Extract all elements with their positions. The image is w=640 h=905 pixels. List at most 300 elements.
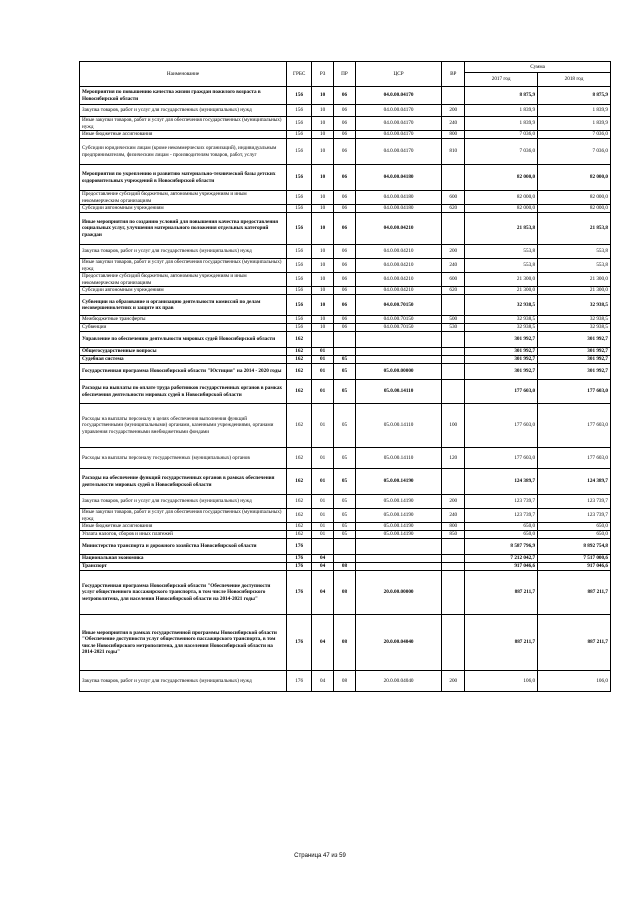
row-sum-2017: 8 875,9 <box>465 87 538 105</box>
row-csr <box>355 539 441 555</box>
row-pr: 05 <box>334 469 356 495</box>
row-vr <box>442 332 465 348</box>
row-csr: 04.0.00.04170 <box>355 87 441 105</box>
row-vr <box>442 356 465 364</box>
row-name: Закупка товаров, работ и услуг для государственных (муниципальных) нужд <box>80 671 287 692</box>
row-grbs: 156 <box>287 316 312 324</box>
row-pr <box>334 348 356 356</box>
row-sum-2017: 21 300,0 <box>465 287 538 295</box>
row-pr: 06 <box>334 105 356 117</box>
row-sum-2018: 917 046,6 <box>538 563 611 571</box>
table-row <box>80 295 611 316</box>
row-rz: 10 <box>312 165 334 191</box>
table-row <box>80 117 611 131</box>
row-grbs: 162 <box>287 380 312 404</box>
row-name: Иные бюджетные ассигнования <box>80 523 287 531</box>
row-rz: 04 <box>312 571 334 615</box>
row-vr: 120 <box>442 448 465 469</box>
row-grbs: 156 <box>287 245 312 259</box>
table-row <box>80 165 611 191</box>
row-csr: 04.0.00.70150 <box>355 324 441 332</box>
row-sum-2018: 301 992,7 <box>538 356 611 364</box>
table-row <box>80 356 611 364</box>
row-name: Расходы на выплаты по оплате труда работников государственных органов в рамках обеспечения деятельности мировых судей в Новосибирской области <box>80 380 287 404</box>
row-sum-2017: 301 992,7 <box>465 332 538 348</box>
row-grbs: 156 <box>287 165 312 191</box>
row-csr: 05.0.00.14110 <box>355 380 441 404</box>
row-vr: 240 <box>442 117 465 131</box>
row-pr: 06 <box>334 131 356 139</box>
row-csr <box>355 555 441 563</box>
table-header <box>80 62 611 87</box>
row-csr: 04.0.00.70150 <box>355 316 441 324</box>
row-sum-2017: 82 000,0 <box>465 205 538 213</box>
header-grbs: ГРБС <box>287 62 312 87</box>
row-sum-2018: 301 992,7 <box>538 332 611 348</box>
row-grbs: 162 <box>287 523 312 531</box>
row-grbs: 156 <box>287 191 312 205</box>
row-name: Мероприятия по укреплению и развитию материально-технической базы детских оздоровительных учреждений в Новосибирской области <box>80 165 287 191</box>
row-vr: 200 <box>442 105 465 117</box>
row-rz <box>312 539 334 555</box>
row-sum-2018: 887 211,7 <box>538 615 611 671</box>
row-sum-2018: 7 517 000,6 <box>538 555 611 563</box>
row-csr <box>355 563 441 571</box>
row-csr: 05.0.00.14110 <box>355 448 441 469</box>
row-sum-2017: 177 603,0 <box>465 380 538 404</box>
row-sum-2017: 123 739,7 <box>465 495 538 509</box>
header-pr: ПР <box>334 62 356 87</box>
row-rz: 10 <box>312 131 334 139</box>
row-sum-2017: 32 938,5 <box>465 324 538 332</box>
row-vr: 200 <box>442 495 465 509</box>
row-sum-2018: 21 300,0 <box>538 287 611 295</box>
table-row <box>80 245 611 259</box>
row-rz: 04 <box>312 563 334 571</box>
table-row <box>80 205 611 213</box>
row-vr: 600 <box>442 191 465 205</box>
row-pr <box>334 539 356 555</box>
table-row <box>80 469 611 495</box>
table-row <box>80 555 611 563</box>
row-csr: 04.0.00.04210 <box>355 259 441 273</box>
row-name: Иные закупки товаров, работ и услуг для обеспечения государственных (муниципальных) нужд <box>80 259 287 273</box>
row-pr: 06 <box>334 87 356 105</box>
row-sum-2017: 123 739,7 <box>465 509 538 523</box>
row-pr: 08 <box>334 563 356 571</box>
row-grbs: 156 <box>287 213 312 245</box>
table-row <box>80 615 611 671</box>
row-sum-2017: 7 036,0 <box>465 139 538 165</box>
row-name: Иные закупки товаров, работ и услуг для обеспечения государственных (муниципальных) нужд <box>80 117 287 131</box>
row-pr: 05 <box>334 364 356 380</box>
row-csr: 20.0.00.00000 <box>355 571 441 615</box>
row-name: Иные бюджетные ассигнования <box>80 131 287 139</box>
row-sum-2017: 7 036,0 <box>465 131 538 139</box>
row-name: Субвенции <box>80 324 287 332</box>
row-sum-2018: 301 992,7 <box>538 364 611 380</box>
row-vr: 800 <box>442 523 465 531</box>
row-rz: 10 <box>312 105 334 117</box>
row-rz: 10 <box>312 245 334 259</box>
row-name: Субсидии автономным учреждениям <box>80 287 287 295</box>
header-name: Наименование <box>80 62 287 87</box>
row-csr: 20.0.00.04040 <box>355 615 441 671</box>
table-row <box>80 671 611 692</box>
row-pr: 08 <box>334 615 356 671</box>
row-name: Расходы на выплаты персоналу в целях обеспечения выполнения функций государственными (муниципальными) органами, казенными учреждениями, органами управления государственными внебюджетными фондами <box>80 404 287 448</box>
table-row <box>80 404 611 448</box>
table-row <box>80 273 611 287</box>
row-pr: 05 <box>334 495 356 509</box>
row-sum-2018: 32 938,5 <box>538 324 611 332</box>
row-csr <box>355 348 441 356</box>
row-rz: 10 <box>312 324 334 332</box>
row-rz: 04 <box>312 615 334 671</box>
row-name: Мероприятия по повышению качества жизни граждан пожилого возраста в Новосибирской области <box>80 87 287 105</box>
row-vr: 800 <box>442 131 465 139</box>
row-sum-2017: 301 992,7 <box>465 364 538 380</box>
row-vr <box>442 348 465 356</box>
row-pr: 06 <box>334 191 356 205</box>
row-grbs: 176 <box>287 571 312 615</box>
row-pr: 06 <box>334 295 356 316</box>
table-row <box>80 191 611 205</box>
row-sum-2017: 553,8 <box>465 245 538 259</box>
row-pr: 06 <box>334 213 356 245</box>
row-pr: 06 <box>334 316 356 324</box>
row-sum-2018: 82 000,0 <box>538 205 611 213</box>
row-name: Иные мероприятия по созданию условий для повышения качества предоставления социальных услуг, улучшения материального положения отдельных категорий граждан <box>80 213 287 245</box>
row-grbs: 162 <box>287 509 312 523</box>
row-pr <box>334 332 356 348</box>
row-vr <box>442 555 465 563</box>
row-sum-2017: 177 603,0 <box>465 404 538 448</box>
row-grbs: 176 <box>287 615 312 671</box>
row-grbs: 176 <box>287 563 312 571</box>
row-grbs: 156 <box>287 259 312 273</box>
row-sum-2017: 7 212 042,7 <box>465 555 538 563</box>
row-sum-2018: 650,0 <box>538 523 611 531</box>
row-csr: 04.0.00.04180 <box>355 165 441 191</box>
row-vr: 600 <box>442 273 465 287</box>
row-rz: 01 <box>312 348 334 356</box>
table-row <box>80 287 611 295</box>
header-sum: Сумма <box>465 62 611 73</box>
row-grbs: 156 <box>287 131 312 139</box>
row-sum-2017: 650,0 <box>465 523 538 531</box>
row-name: Межбюджетные трансферты <box>80 316 287 324</box>
row-name: Министерство транспорта и дорожного хозяйства Новосибирской области <box>80 539 287 555</box>
row-pr: 05 <box>334 448 356 469</box>
row-sum-2017: 1 839,9 <box>465 105 538 117</box>
header-csr: ЦСР <box>355 62 441 87</box>
row-pr: 06 <box>334 165 356 191</box>
table-row <box>80 87 611 105</box>
row-csr: 04.0.00.70150 <box>355 295 441 316</box>
table-row <box>80 563 611 571</box>
row-grbs: 156 <box>287 105 312 117</box>
row-grbs: 162 <box>287 404 312 448</box>
row-csr: 05.0.00.14110 <box>355 404 441 448</box>
table-row <box>80 213 611 245</box>
row-name: Субсидии юридическим лицам (кроме некоммерческих организаций), индивидуальным предпринимателям, физическим лицам - производителям товаров, работ, услуг <box>80 139 287 165</box>
row-sum-2017: 82 000,0 <box>465 165 538 191</box>
table-row <box>80 105 611 117</box>
row-sum-2018: 82 000,0 <box>538 191 611 205</box>
row-sum-2018: 301 992,7 <box>538 348 611 356</box>
row-pr: 05 <box>334 509 356 523</box>
row-sum-2017: 8 587 796,9 <box>465 539 538 555</box>
row-csr <box>355 356 441 364</box>
table-row <box>80 348 611 356</box>
row-csr <box>355 332 441 348</box>
row-name: Управление по обеспечению деятельности мировых судей Новосибирской области <box>80 332 287 348</box>
row-sum-2018: 7 036,0 <box>538 131 611 139</box>
row-csr: 20.0.00.04040 <box>355 671 441 692</box>
row-grbs: 162 <box>287 495 312 509</box>
row-csr: 05.0.00.00000 <box>355 364 441 380</box>
table-row <box>80 139 611 165</box>
row-csr: 05.0.00.14190 <box>355 509 441 523</box>
row-vr <box>442 571 465 615</box>
row-sum-2018: 553,8 <box>538 245 611 259</box>
row-rz: 01 <box>312 364 334 380</box>
row-name: Расходы на обеспечение функций государственных органов в рамках обеспечения деятельности мировых судей в Новосибирской области <box>80 469 287 495</box>
row-name: Закупка товаров, работ и услуг для государственных (муниципальных) нужд <box>80 105 287 117</box>
row-sum-2018: 32 938,5 <box>538 295 611 316</box>
row-pr: 05 <box>334 380 356 404</box>
row-sum-2017: 32 938,5 <box>465 316 538 324</box>
header-year-2017: 2017 год <box>465 73 538 87</box>
row-grbs: 176 <box>287 555 312 563</box>
row-rz: 01 <box>312 509 334 523</box>
row-rz: 01 <box>312 404 334 448</box>
row-csr: 04.0.00.04210 <box>355 273 441 287</box>
row-name: Иные закупки товаров, работ и услуг для обеспечения государственных (муниципальных) нужд <box>80 509 287 523</box>
row-sum-2017: 301 992,7 <box>465 348 538 356</box>
row-rz: 10 <box>312 273 334 287</box>
row-sum-2018: 177 603,0 <box>538 380 611 404</box>
row-vr: 850 <box>442 531 465 539</box>
row-grbs: 156 <box>287 295 312 316</box>
table-row <box>80 364 611 380</box>
row-sum-2018: 7 036,0 <box>538 139 611 165</box>
row-pr: 06 <box>334 117 356 131</box>
table-row <box>80 523 611 531</box>
row-rz: 01 <box>312 531 334 539</box>
row-vr: 500 <box>442 316 465 324</box>
row-grbs: 156 <box>287 117 312 131</box>
row-name: Уплата налогов, сборов и иных платежей <box>80 531 287 539</box>
row-csr: 04.0.00.04170 <box>355 117 441 131</box>
row-name: Закупка товаров, работ и услуг для государственных (муниципальных) нужд <box>80 245 287 259</box>
table-row <box>80 571 611 615</box>
row-rz: 10 <box>312 117 334 131</box>
row-sum-2017: 177 603,0 <box>465 448 538 469</box>
table-row <box>80 539 611 555</box>
table-row <box>80 380 611 404</box>
row-name: Предоставление субсидий бюджетным, автономным учреждениям и иным некоммерческим организациям <box>80 273 287 287</box>
row-rz: 10 <box>312 295 334 316</box>
row-rz: 04 <box>312 671 334 692</box>
table-row <box>80 495 611 509</box>
row-grbs: 162 <box>287 356 312 364</box>
row-name: Иные мероприятия в рамках государственной программы Новосибирской области "Обеспечение доступности услуг общественного пассажирского транспорта, в том числе Новосибирского метрополитена, для населения Новосибирской области на 2014-2021 годы" <box>80 615 287 671</box>
row-grbs: 156 <box>287 87 312 105</box>
row-vr: 240 <box>442 509 465 523</box>
row-name: Национальная экономика <box>80 555 287 563</box>
row-rz: 10 <box>312 139 334 165</box>
row-rz: 10 <box>312 259 334 273</box>
row-sum-2018: 887 211,7 <box>538 571 611 615</box>
table-row <box>80 509 611 523</box>
row-vr: 100 <box>442 404 465 448</box>
row-csr: 04.0.00.04210 <box>355 213 441 245</box>
row-pr: 06 <box>334 259 356 273</box>
row-vr <box>442 615 465 671</box>
row-sum-2018: 82 000,0 <box>538 165 611 191</box>
row-pr: 06 <box>334 245 356 259</box>
table-row <box>80 531 611 539</box>
row-rz: 01 <box>312 523 334 531</box>
row-csr: 04.0.00.04170 <box>355 139 441 165</box>
row-sum-2018: 177 603,0 <box>538 448 611 469</box>
row-sum-2017: 887 211,7 <box>465 571 538 615</box>
row-csr: 05.0.00.14190 <box>355 495 441 509</box>
row-sum-2017: 301 992,7 <box>465 356 538 364</box>
table-row <box>80 332 611 348</box>
row-pr: 06 <box>334 139 356 165</box>
row-csr: 05.0.00.14190 <box>355 469 441 495</box>
row-rz: 10 <box>312 287 334 295</box>
row-name: Общегосударственные вопросы <box>80 348 287 356</box>
row-pr: 05 <box>334 356 356 364</box>
row-sum-2017: 887 211,7 <box>465 615 538 671</box>
row-csr: 04.0.00.04210 <box>355 287 441 295</box>
row-pr: 08 <box>334 571 356 615</box>
row-sum-2017: 553,8 <box>465 259 538 273</box>
header-rz: РЗ <box>312 62 334 87</box>
row-rz: 10 <box>312 213 334 245</box>
table-row <box>80 324 611 332</box>
header-year-2018: 2018 год <box>538 73 611 87</box>
row-grbs: 162 <box>287 469 312 495</box>
row-sum-2018: 8 875,9 <box>538 87 611 105</box>
row-rz: 10 <box>312 316 334 324</box>
row-csr: 04.0.00.04180 <box>355 191 441 205</box>
row-grbs: 162 <box>287 332 312 348</box>
row-sum-2018: 124 389,7 <box>538 469 611 495</box>
row-sum-2018: 21 853,8 <box>538 213 611 245</box>
row-name: Расходы на выплаты персоналу государственных (муниципальных) органов <box>80 448 287 469</box>
row-rz: 01 <box>312 380 334 404</box>
row-csr: 04.0.00.04210 <box>355 245 441 259</box>
row-pr <box>334 555 356 563</box>
row-sum-2018: 8 892 754,8 <box>538 539 611 555</box>
row-sum-2017: 21 853,8 <box>465 213 538 245</box>
row-sum-2017: 32 938,5 <box>465 295 538 316</box>
row-grbs: 162 <box>287 448 312 469</box>
row-sum-2018: 106,0 <box>538 671 611 692</box>
row-grbs: 162 <box>287 348 312 356</box>
row-vr: 200 <box>442 671 465 692</box>
row-grbs: 156 <box>287 139 312 165</box>
page-number: Страница 47 из 59 <box>294 853 346 859</box>
row-rz <box>312 332 334 348</box>
row-rz: 10 <box>312 87 334 105</box>
row-vr: 200 <box>442 245 465 259</box>
row-rz: 01 <box>312 469 334 495</box>
row-vr <box>442 563 465 571</box>
row-grbs: 156 <box>287 205 312 213</box>
row-pr: 05 <box>334 523 356 531</box>
row-rz: 10 <box>312 205 334 213</box>
row-vr: 620 <box>442 205 465 213</box>
row-pr: 06 <box>334 324 356 332</box>
row-vr <box>442 364 465 380</box>
row-pr: 05 <box>334 404 356 448</box>
row-sum-2017: 650,0 <box>465 531 538 539</box>
row-sum-2018: 1 839,9 <box>538 117 611 131</box>
row-rz: 10 <box>312 191 334 205</box>
row-vr <box>442 165 465 191</box>
row-name: Государственная программа Новосибирской области "Обеспечение доступности услуг общественного пассажирского транспорта, в том числе Новосибирского метрополитена, для населения Новосибирской области на 2014-2021 годы" <box>80 571 287 615</box>
table-row <box>80 259 611 273</box>
row-csr: 04.0.00.04180 <box>355 205 441 213</box>
table-row <box>80 448 611 469</box>
row-csr: 04.0.00.04170 <box>355 105 441 117</box>
row-sum-2018: 21 300,0 <box>538 273 611 287</box>
row-sum-2017: 1 839,9 <box>465 117 538 131</box>
row-rz: 01 <box>312 448 334 469</box>
row-csr: 05.0.00.14190 <box>355 523 441 531</box>
row-sum-2018: 553,8 <box>538 259 611 273</box>
row-pr: 08 <box>334 671 356 692</box>
row-sum-2017: 82 000,0 <box>465 191 538 205</box>
row-grbs: 156 <box>287 287 312 295</box>
row-rz: 01 <box>312 356 334 364</box>
row-vr <box>442 380 465 404</box>
row-vr: 810 <box>442 139 465 165</box>
row-vr: 240 <box>442 259 465 273</box>
budget-table <box>79 61 611 692</box>
row-vr <box>442 295 465 316</box>
row-name: Судебная система <box>80 356 287 364</box>
row-pr: 06 <box>334 287 356 295</box>
table-body <box>80 87 611 692</box>
row-sum-2018: 177 603,0 <box>538 404 611 448</box>
row-csr: 05.0.00.14190 <box>355 531 441 539</box>
row-name: Субвенции на образование и организацию деятельности комиссий по делам несовершеннолетних и защите их прав <box>80 295 287 316</box>
row-sum-2017: 917 046,6 <box>465 563 538 571</box>
row-sum-2017: 106,0 <box>465 671 538 692</box>
row-grbs: 162 <box>287 531 312 539</box>
row-grbs: 156 <box>287 324 312 332</box>
row-sum-2017: 21 300,0 <box>465 273 538 287</box>
header-vr: ВР <box>442 62 465 87</box>
row-pr: 06 <box>334 205 356 213</box>
row-name: Субсидии автономным учреждениям <box>80 205 287 213</box>
row-vr: 530 <box>442 324 465 332</box>
row-pr: 05 <box>334 531 356 539</box>
row-csr: 04.0.00.04170 <box>355 131 441 139</box>
row-grbs: 156 <box>287 273 312 287</box>
row-sum-2018: 650,0 <box>538 531 611 539</box>
row-sum-2018: 123 739,7 <box>538 509 611 523</box>
row-sum-2018: 1 839,9 <box>538 105 611 117</box>
row-grbs: 162 <box>287 364 312 380</box>
